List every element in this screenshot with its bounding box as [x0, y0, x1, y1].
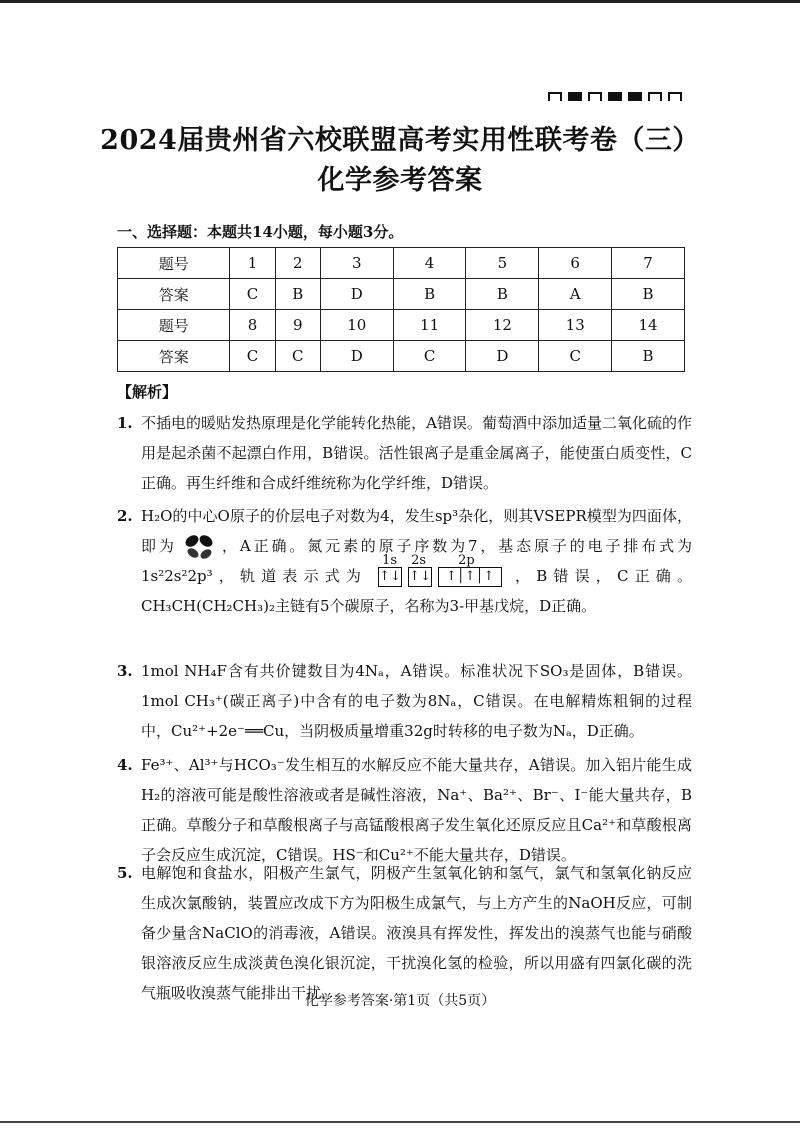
orbital-box-1s: ↑↓: [378, 567, 402, 587]
table-cell: C: [230, 279, 275, 310]
item-text: 电解饱和食盐水，阳极产生氯气，阴极产生氢氧化钠和氢气，氯气和氢氧化钠反应生成次氯酸钠，装置应改成下方为阳极生成氯气，与上方产生的NaOH反应，可制备少量含NaClO的消毒液，A错误。液溴具有挥发性，挥发出的溴蒸气也能与硝酸银溶液反应生成淡黄色溴化银沉淀，干扰溴化氢的检验，所以用盛有四氯化碳的洗气瓶吸收溴蒸气能排出干扰，: [141, 864, 692, 1002]
top-border-line: [0, 0, 800, 3]
item-text-a: H₂O的中心O原子的价层电子对数为4，发生sp³杂化，则其VSEPR模型为四面体，即为: [141, 507, 692, 555]
table-cell: C: [230, 341, 275, 372]
item-number: 4.: [117, 756, 133, 774]
table-row: [118, 279, 685, 310]
section-heading: 一、选择题：本题共14小题，每小题3分。: [117, 223, 404, 241]
barcode-mark: [548, 92, 682, 101]
table-cell: 题号: [118, 248, 230, 279]
page-subtitle: 化学参考答案: [317, 165, 483, 196]
orbital-label-2p: 2p: [458, 553, 475, 568]
table-cell: 9: [275, 310, 320, 341]
table-row: [118, 248, 685, 279]
item-number: 3.: [117, 662, 133, 680]
table-cell: 8: [230, 310, 275, 341]
analysis-item-2: [117, 501, 692, 621]
table-cell: D: [466, 341, 539, 372]
table-cell: B: [393, 279, 466, 310]
table-cell: C: [539, 341, 612, 372]
orbital-box-2s: ↑↓: [408, 567, 432, 587]
table-cell: B: [612, 279, 685, 310]
table-cell: B: [466, 279, 539, 310]
table-cell: 7: [612, 248, 685, 279]
item-text: Fe³⁺、Al³⁺与HCO₃⁻发生相互的水解反应不能大量共存，A错误。加入铝片能生成H₂的溶液可能是酸性溶液或者是碱性溶液，Na⁺、Ba²⁺、Br⁻、I⁻能大量共存，B正确。草酸分子和草酸根离子与高锰酸根离子发生氧化还原反应且Ca²⁺和草酸根离子会反应生成沉淀，C错误。HS⁻和Cu²⁺不能大量共存，D错误。: [141, 756, 692, 864]
analysis-heading: 【解析】: [117, 383, 178, 401]
vsepr-tetrahedral-icon: [184, 534, 214, 560]
orbital-diagram: [378, 553, 504, 588]
table-cell: 答案: [118, 341, 230, 372]
item-text: 1mol NH₄F含有共价键数目为4Nₐ，A错误。标准状况下SO₃是固体，B错误。1mol CH₃⁺(碳正离子)中含有的电子数为8Nₐ，C错误。在电解精炼粗铜的过程中，Cu²⁺+2e⁻══Cu，当阴极质量增重32g时转移的电子数为Nₐ，D正确。: [141, 662, 692, 740]
table-cell: D: [320, 341, 393, 372]
table-cell: 答案: [118, 279, 230, 310]
orbital-box-2p: ↑│↑│↑: [438, 567, 502, 587]
table-cell: C: [393, 341, 466, 372]
page-footer: 化学参考答案·第1页（共5页）: [304, 993, 496, 1009]
table-cell: 3: [320, 248, 393, 279]
table-cell: 14: [612, 310, 685, 341]
analysis-item-5: [117, 858, 692, 1008]
orbital-label-1s: 1s: [382, 553, 398, 568]
item-number: 2.: [117, 507, 133, 525]
table-cell: 12: [466, 310, 539, 341]
answer-table: [117, 247, 685, 372]
table-cell: 5: [466, 248, 539, 279]
table-cell: A: [539, 279, 612, 310]
table-cell: D: [320, 279, 393, 310]
analysis-item-1: [117, 408, 692, 498]
analysis-item-4: [117, 750, 692, 870]
table-cell: 6: [539, 248, 612, 279]
item-number: 1.: [117, 414, 133, 432]
item-text: [141, 501, 692, 621]
table-row: [118, 341, 685, 372]
table-cell: 题号: [118, 310, 230, 341]
table-cell: 2: [275, 248, 320, 279]
page-title: 2024届贵州省六校联盟高考实用性联考卷（三）: [100, 125, 700, 156]
table-cell: C: [275, 341, 320, 372]
item-number: 5.: [117, 864, 133, 882]
table-cell: 1: [230, 248, 275, 279]
table-cell: B: [275, 279, 320, 310]
item-text-b: ，A正确。氮元素的原子序数为7，基态原子的电子排布式为1s²2s²2p³，轨道表示式为: [141, 537, 692, 585]
item-text: 不插电的暖贴发热原理是化学能转化热能，A错误。葡萄酒中添加适量二氧化硫的作用是起杀菌不起漂白作用，B错误。活性银离子是重金属离子，能使蛋白质变性，C正确。再生纤维和合成纤维统称为化学纤维，D错误。: [141, 414, 692, 492]
analysis-item-3: [117, 656, 692, 746]
table-cell: 10: [320, 310, 393, 341]
item-text-c: ，B错误，C正确。CH₃CH(CH₂CH₃)₂主链有5个碳原子，名称为3-甲基戊烷，D正确。: [141, 567, 692, 615]
table-cell: 11: [393, 310, 466, 341]
table-cell: 4: [393, 248, 466, 279]
table-cell: 13: [539, 310, 612, 341]
orbital-label-2s: 2s: [411, 553, 427, 568]
table-cell: B: [612, 341, 685, 372]
bottom-border-line: [0, 1121, 800, 1123]
table-row: [118, 310, 685, 341]
